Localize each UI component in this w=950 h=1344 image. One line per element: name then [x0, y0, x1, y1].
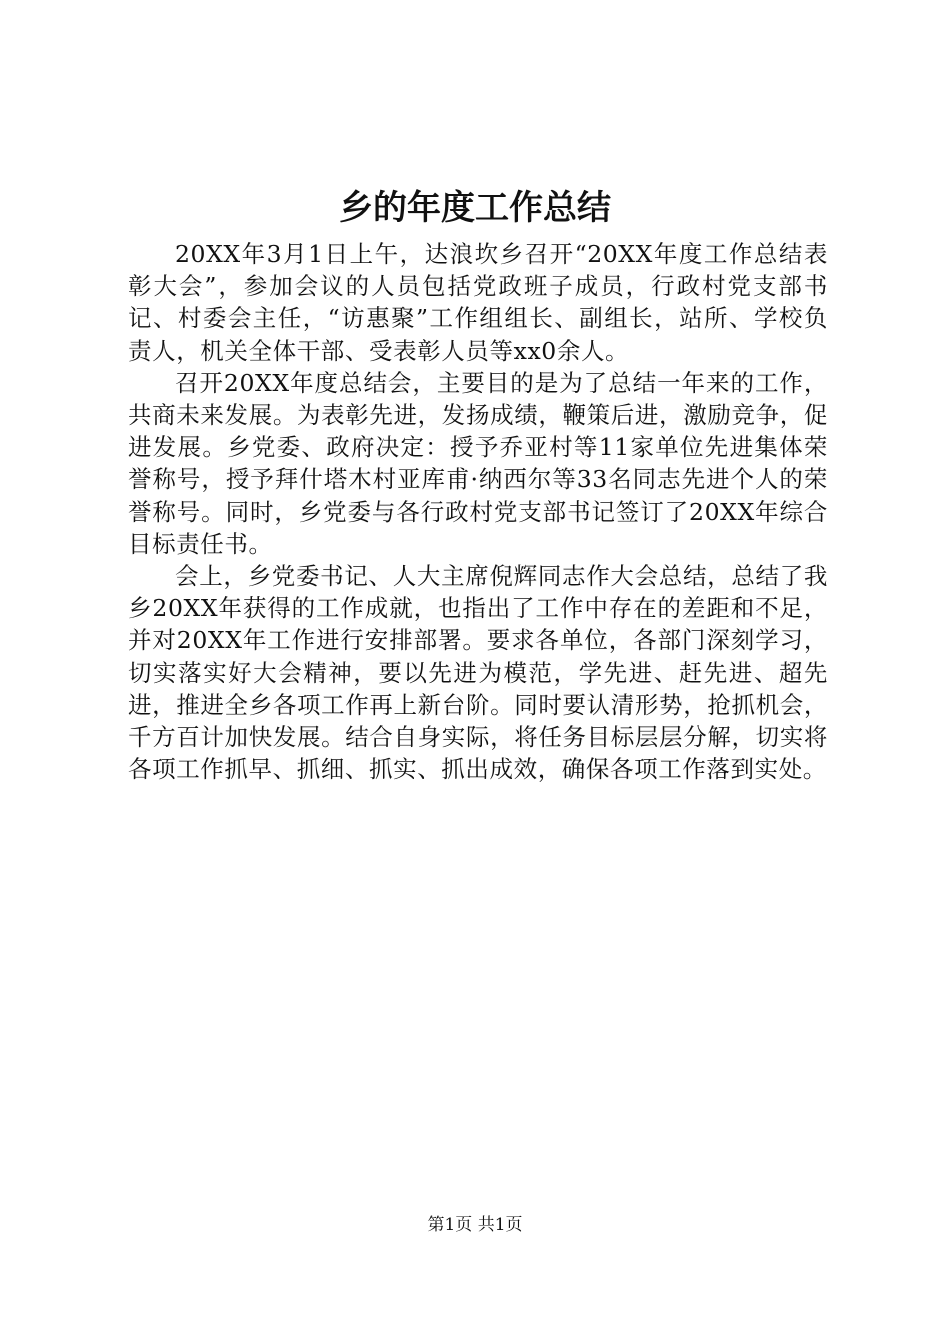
paragraph-3: 会上，乡党委书记、人大主席倪辉同志作大会总结，总结了我乡20XX年获得的工作成就，也指出了工作中存在的差距和不足，并对20XX年工作进行安排部署。要求各单位，各部门深刻学习，切实落实好大会精神，要以先进为模范，学先进、赶先进、超先进，推进全乡各项工作再上新台阶。同时要认清形势，抢抓机会，千方百计加快发展。结合自身实际，将任务目标层层分解，切实将各项工作抓早、抓细、抓实、抓出成效，确保各项工作落到实处。	[128, 562, 828, 784]
paragraph-1: 20XX年3月1日上午，达浪坎乡召开“20XX年度工作总结表彰大会”，参加会议的人员包括党政班子成员，行政村党支部书记、村委会主任，“访惠聚”工作组组长、副组长，站所、学校负责人，机关全体干部、受表彰人员等xx0余人。	[128, 240, 828, 365]
document-body	[128, 238, 828, 785]
document-title: 乡的年度工作总结	[339, 188, 611, 228]
page-footer: 第1页 共1页	[427, 1215, 523, 1235]
paragraph-2: 召开20XX年度总结会，主要目的是为了总结一年来的工作，共商未来发展。为表彰先进，发扬成绩，鞭策后进，激励竞争，促进发展。乡党委、政府决定：授予乔亚村等11家单位先进集体荣誉称号，授予拜什塔木村亚库甫·纳西尔等33名同志先进个人的荣誉称号。同时，乡党委与各行政村党支部书记签订了20XX年综合目标责任书。	[128, 368, 828, 558]
